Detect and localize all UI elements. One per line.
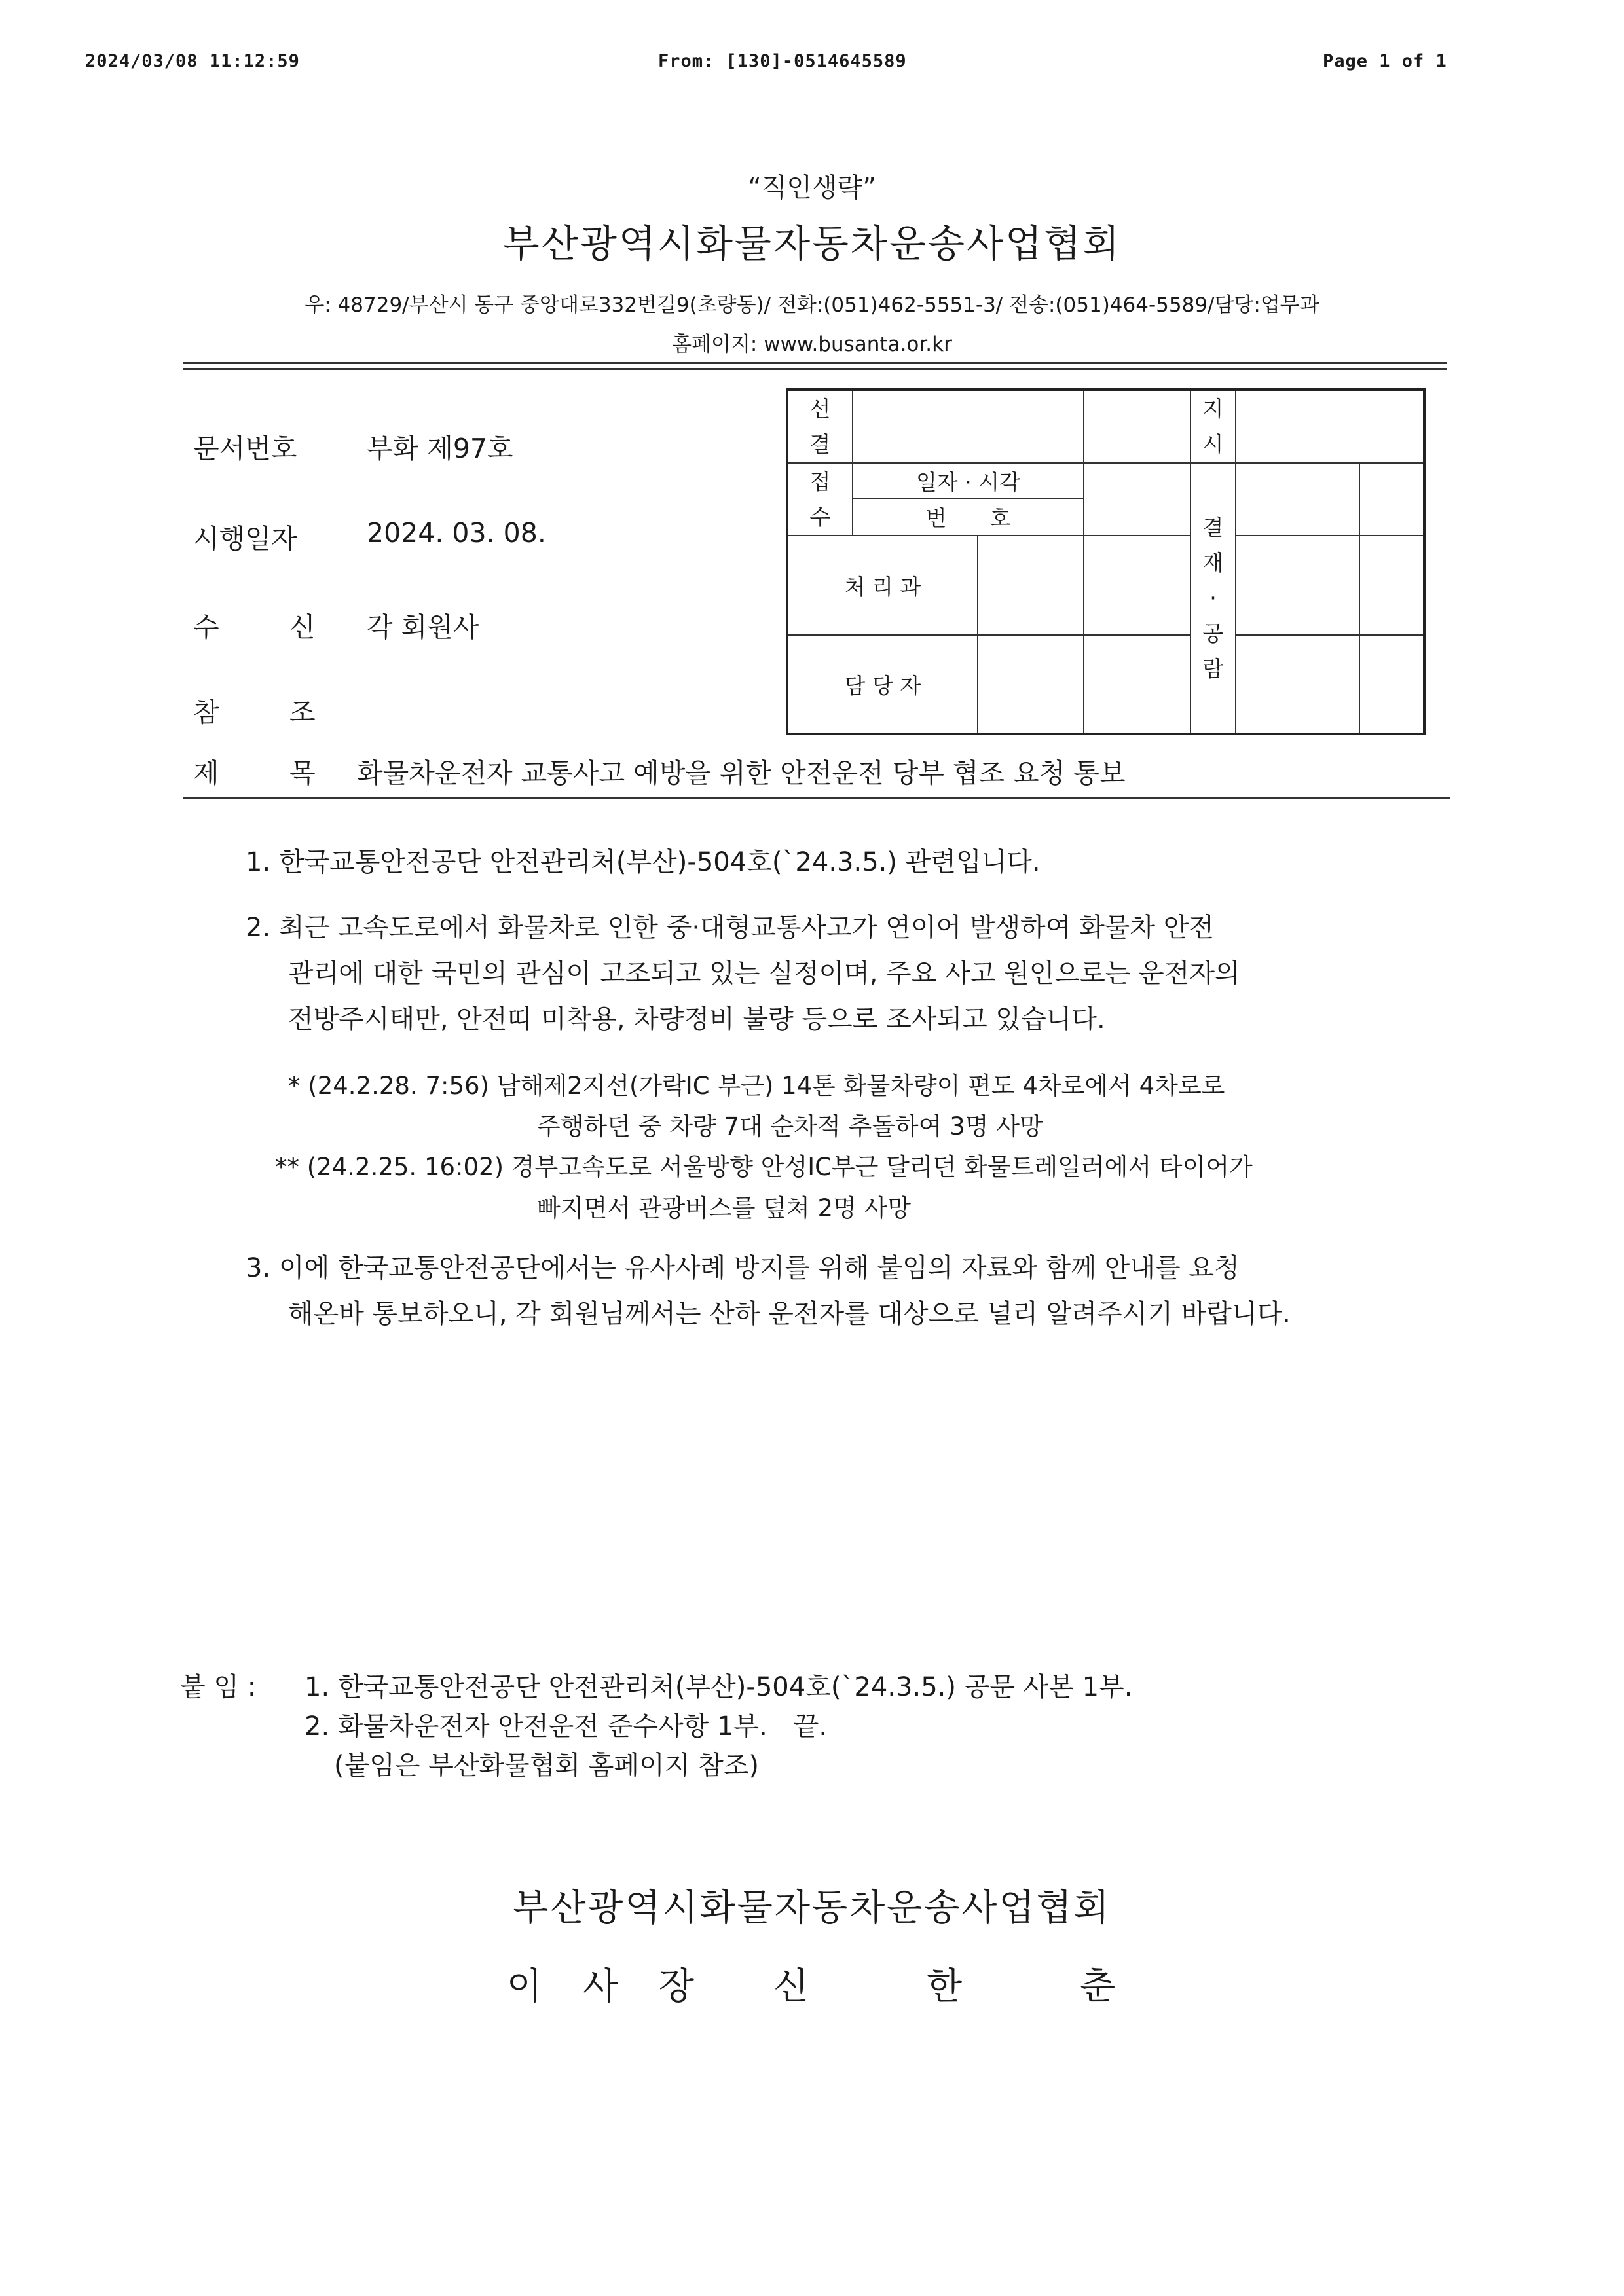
fax-from: From: [130]-0514645589 <box>658 51 907 71</box>
pre-approval-cell-1 <box>853 390 1084 463</box>
subject-label-1: 제 <box>193 757 219 789</box>
signature-organization: 부산광역시화물자동차운송사업협회 <box>513 1887 1111 1929</box>
processing-dept-label: 처 리 과 <box>787 536 978 636</box>
approval-cell-2b <box>1359 536 1424 636</box>
receipt-number-label: 번 호 <box>853 498 1084 536</box>
note-2-line-1: ** (24.2.25. 16:02) 경부고속도로 서울방향 안성IC부근 달리던 화물트레일러에서 타이어가 <box>275 1153 1253 1181</box>
doc-number-label: 문서번호 <box>193 433 297 464</box>
subject-divider <box>183 797 1450 799</box>
paragraph-3-line-1: 3. 이에 한국교통안전공단에서는 유사사례 방지를 위해 붙임의 자료와 함께 안내를 요청 <box>246 1253 1240 1283</box>
paragraph-2-line-3: 전방주시태만, 안전띠 미착용, 차량정비 불량 등으로 조사되고 있습니다. <box>288 1004 1105 1034</box>
approval-cell-1b <box>1359 463 1424 535</box>
paragraph-3-line-2: 해온바 통보하오니, 각 회원님께서는 산하 운전자를 대상으로 널리 알려주시기 바랍니다. <box>288 1299 1291 1329</box>
date-label: 시행일자 <box>193 523 297 555</box>
fax-page: Page 1 of 1 <box>1323 51 1447 71</box>
receipt-cell <box>1084 463 1190 535</box>
approval-cell-3b <box>1359 635 1424 734</box>
processing-dept-cell-2 <box>1084 536 1190 636</box>
note-1-line-1: * (24.2.28. 7:56) 남해제2지선(가락IC 부근) 14톤 화물차량이 편도 4차로에서 4차로로 <box>288 1072 1225 1100</box>
attachment-note: (붙임은 부산화물협회 홈페이지 참조) <box>334 1751 759 1781</box>
instruction-label: 지 시 <box>1190 390 1236 463</box>
pre-approval-label: 선 결 <box>787 390 853 463</box>
person-in-charge-label: 담 당 자 <box>787 635 978 734</box>
reference-label-1: 참 <box>193 697 219 728</box>
stamp-note: “직인생략” <box>747 173 876 203</box>
pre-approval-cell-2 <box>1084 390 1190 463</box>
approval-cell-2a <box>1236 536 1359 636</box>
homepage-line: 홈페이지: www.busanta.or.kr <box>672 333 952 356</box>
paragraph-2-line-2: 관리에 대한 국민의 관심이 고조되고 있는 실정이며, 주요 사고 원인으로는 운전자의 <box>288 958 1240 989</box>
processing-dept-cell <box>978 536 1084 636</box>
receipt-label: 접 수 <box>787 463 853 535</box>
organization-title: 부산광역시화물자동차운송사업협회 <box>502 221 1122 266</box>
approval-review-label: 결 재 · 공 람 <box>1190 463 1236 734</box>
doc-number: 부화 제97호 <box>367 433 513 464</box>
recipient: 각 회원사 <box>367 611 479 643</box>
paragraph-1: 1. 한국교통안전공단 안전관리처(부산)-504호(`24.3.5.) 관련입니다. <box>246 847 1041 877</box>
note-1-line-2: 주행하던 중 차량 7대 순차적 추돌하여 3명 사망 <box>537 1112 1043 1140</box>
header-divider-top <box>183 362 1447 364</box>
approval-cell-3a <box>1236 635 1359 734</box>
issue-date: 2024. 03. 08. <box>367 517 546 549</box>
receipt-datetime-label: 일자 · 시각 <box>853 463 1084 498</box>
header-divider-bottom <box>183 368 1447 370</box>
address-line: 우: 48729/부산시 동구 중앙대로332번길9(초량동)/ 전화:(051)462-5551-3/ 전송:(051)464-5589/담당:업무과 <box>304 293 1320 317</box>
person-in-charge-cell-2 <box>1084 635 1190 734</box>
paragraph-2-line-1: 2. 최근 고속도로에서 화물차로 인한 중·대형교통사고가 연이어 발생하여 화물차 안전 <box>246 913 1215 943</box>
reference-label-2: 조 <box>289 697 316 728</box>
fax-datetime: 2024/03/08 11:12:59 <box>85 51 300 71</box>
subject: 화물차운전자 교통사고 예방을 위한 안전운전 당부 협조 요청 통보 <box>357 757 1126 789</box>
attachment-item-1: 1. 한국교통안전공단 안전관리처(부산)-504호(`24.3.5.) 공문 사본 1부. <box>304 1672 1133 1702</box>
note-2-line-2: 빠지면서 관광버스를 덮쳐 2명 사망 <box>537 1194 911 1222</box>
signature-name: 이 사 장 신 한 춘 <box>506 1965 1118 2008</box>
attachment-item-2: 2. 화물차운전자 안전운전 준수사항 1부. 끝. <box>304 1711 828 1741</box>
recipient-label-1: 수 <box>193 611 219 643</box>
subject-label-2: 목 <box>289 757 316 789</box>
attachments-label: 붙 임 : <box>180 1672 257 1702</box>
approval-cell-1a <box>1236 463 1359 535</box>
recipient-label-2: 신 <box>289 611 316 643</box>
person-in-charge-cell <box>978 635 1084 734</box>
approval-box <box>786 388 1426 735</box>
instruction-cell <box>1236 390 1424 463</box>
